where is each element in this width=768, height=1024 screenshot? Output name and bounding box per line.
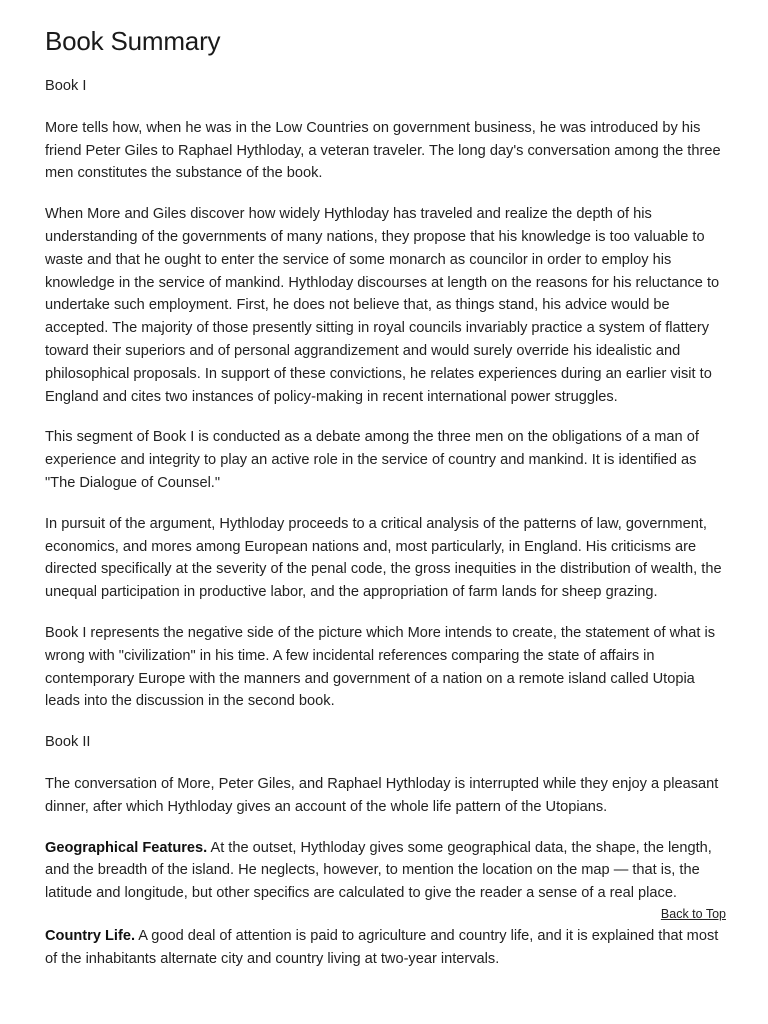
book-1-paragraph: More tells how, when he was in the Low Countries on government business, he was introduced by his friend Peter Giles to Raphael Hythloday, a veteran traveler. The long day's conversation among the three men constitutes the substance of the book. bbox=[45, 119, 721, 182]
page-title: Book Summary bbox=[45, 26, 221, 56]
article bbox=[45, 0, 727, 971]
geographical-features-heading: Geographical Features. bbox=[45, 839, 208, 856]
book-2-label: Book II bbox=[45, 734, 91, 751]
book-1-label: Book I bbox=[45, 78, 87, 94]
book-1-paragraph: In pursuit of the argument, Hythloday proceeds to a critical analysis of the patterns of law, government, economics, and mores among European nations and, most particularly, in England. His criticisms are directed specifically at the severity of the penal code, the gross inequities in the distribution of wealth, the unequal participation in productive labor, and the appropriation of farm lands for sheep grazing. bbox=[45, 515, 722, 601]
country-life-text: A good deal of attention is paid to agriculture and country life, and it is explained that most of the inhabitants alternate city and country living at two-year intervals. bbox=[45, 927, 719, 967]
book-1-paragraph: This segment of Book I is conducted as a debate among the three men on the obligations of a man of experience and integrity to play an active role in the service of country and mankind. It is identified as "The Dialogue of Counsel." bbox=[45, 429, 699, 491]
geographical-features-paragraph bbox=[45, 837, 727, 905]
book-1-paragraph: Book I represents the negative side of the picture which More intends to create, the statement of what is wrong with "civilization" in his time. A few incidental references comparing the state of affairs in contemporary Europe with the manners and government of a nation on a remote island called Utopia leads into the discussion in the second book. bbox=[45, 624, 716, 710]
book-1-paragraph: When More and Giles discover how widely Hythloday has traveled and realize the depth of his understanding of the governments of many nations, they propose that his knowledge is too valuable to waste and that he ought to enter the service of some monarch as councilor in order to employ his knowledge in the service of mankind. Hythloday discourses at length on the reasons for his reluctance to undertake such employment. First, he does not believe that, as things stand, his advice would be accepted. The majority of those presently sitting in royal councils invariably practice a system of flattery toward their superiors and of personal aggrandizement and would surely override his idealistic and philosophical proposals. In support of these convictions, he relates experiences during an earlier visit to England and cites two instances of policy-making in recent international power struggles. bbox=[45, 206, 720, 405]
book-2-intro: The conversation of More, Peter Giles, and Raphael Hythloday is interrupted while they enjoy a pleasant dinner, after which Hythloday gives an account of the whole life pattern of the Utopians. bbox=[45, 775, 719, 815]
country-life-heading: Country Life. bbox=[45, 927, 135, 944]
geographical-features-text: At the outset, Hythloday gives some geographical data, the shape, the length, and the breadth of the island. He neglects, however, to mention the location on the map — that is, the latitude and longitude, but other specifics are calculated to give the reader a sense of a real place. bbox=[45, 839, 712, 902]
back-to-top-link[interactable]: Back to Top bbox=[660, 906, 726, 921]
country-life-paragraph bbox=[45, 925, 727, 971]
